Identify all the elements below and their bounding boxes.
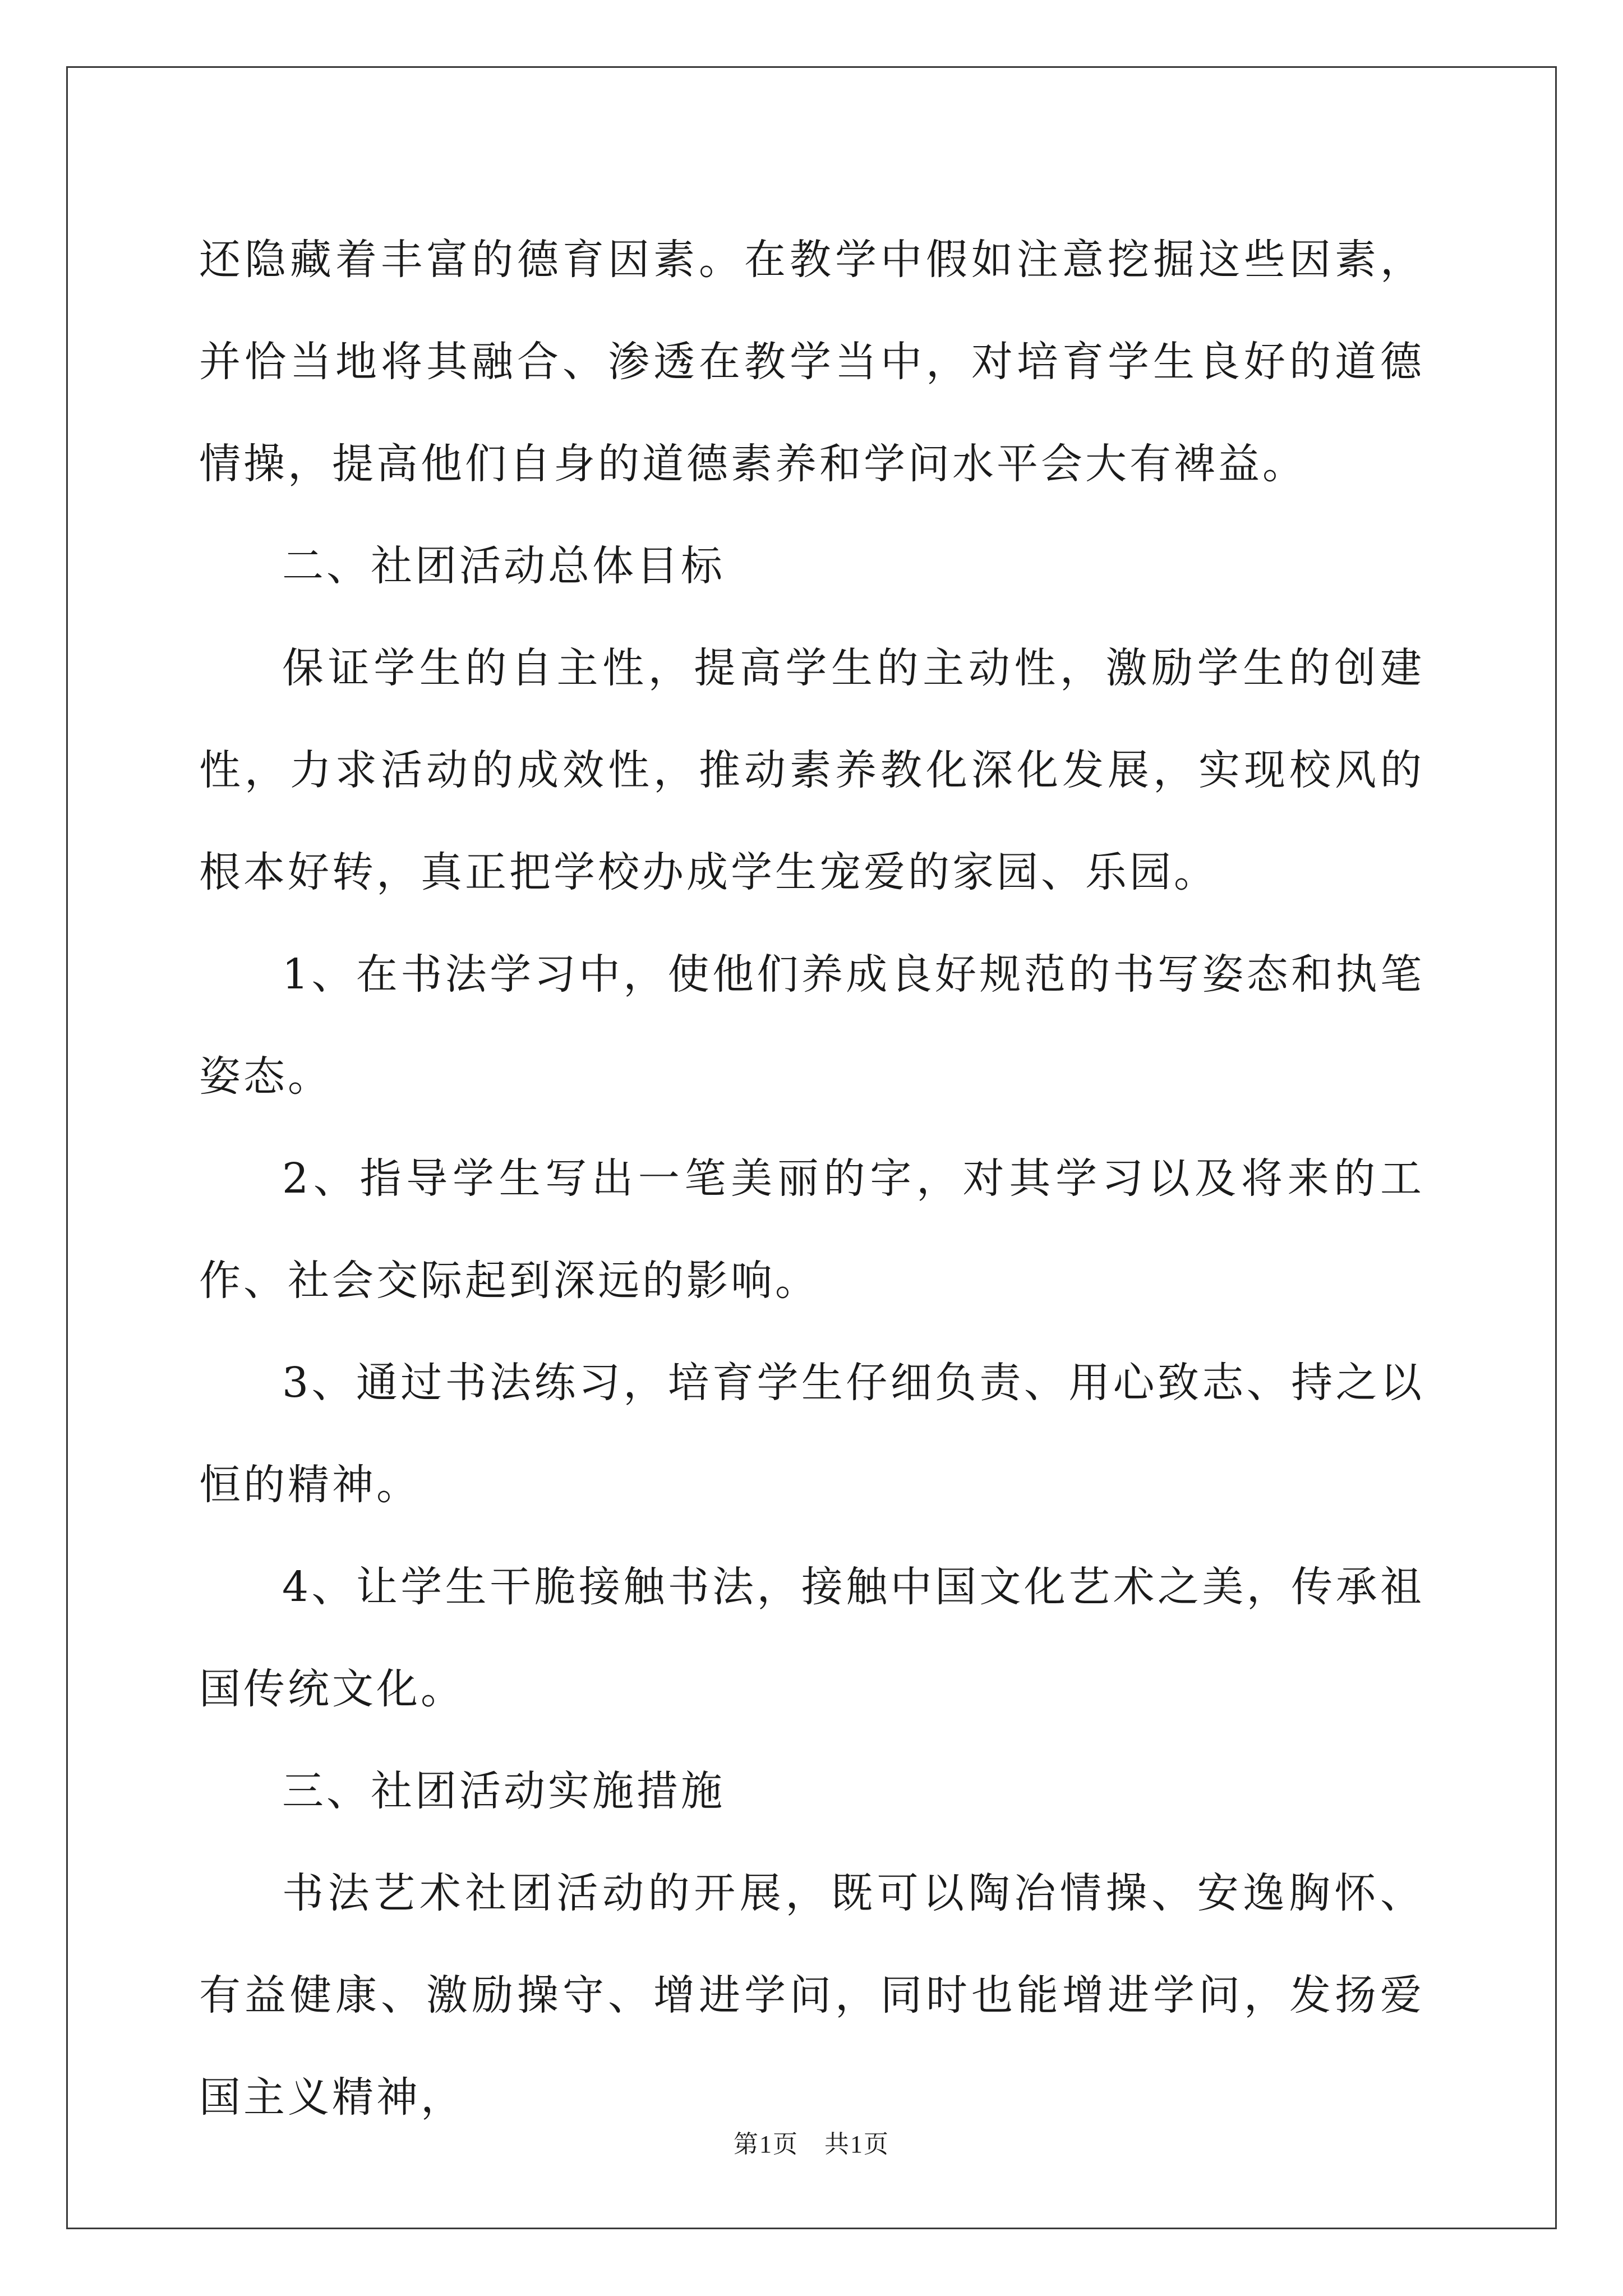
goal-item-3: 3、通过书法练习，培育学生仔细负责、用心致志、持之以恒的精神。: [199, 1359, 1424, 1509]
section-heading-3: 三、社团活动实施措施: [282, 1767, 725, 1815]
goal-item-1: 1、在书法学习中，使他们养成良好规范的书写姿态和执笔姿态。: [199, 950, 1424, 1101]
section-heading-2: 二、社团活动总体目标: [282, 542, 725, 590]
goal-item-2: 2、指导学生写出一笔美丽的字，对其学习以及将来的工作、社会交际起到深远的影响。: [199, 1154, 1424, 1305]
goal-item-4: 4、让学生干脆接触书法，接触中国文化艺术之美，传承祖国传统文化。: [199, 1563, 1424, 1713]
paragraph-1: 还隐藏着丰富的德育因素。在教学中假如注意挖掘这些因素，并恰当地将其融合、渗透在教学当中，对培育学生良好的道德情操，提高他们自身的道德素养和学问水平会大有裨益。: [199, 236, 1424, 488]
paragraph-goal: 保证学生的自主性，提高学生的主动性，激励学生的创建性，力求活动的成效性，推动素养教化深化发展，实现校风的根本好转，真正把学校办成学生宠爱的家园、乐园。: [199, 644, 1424, 896]
paragraph-measures: 书法艺术社团活动的开展，既可以陶冶情操、安逸胸怀、有益健康、激励操守、增进学问，同时也能增进学问，发扬爱国主义精神，: [199, 1869, 1424, 2122]
page-footer: 第1页 共1页: [734, 2131, 889, 2158]
document-body: [199, 209, 1424, 2148]
